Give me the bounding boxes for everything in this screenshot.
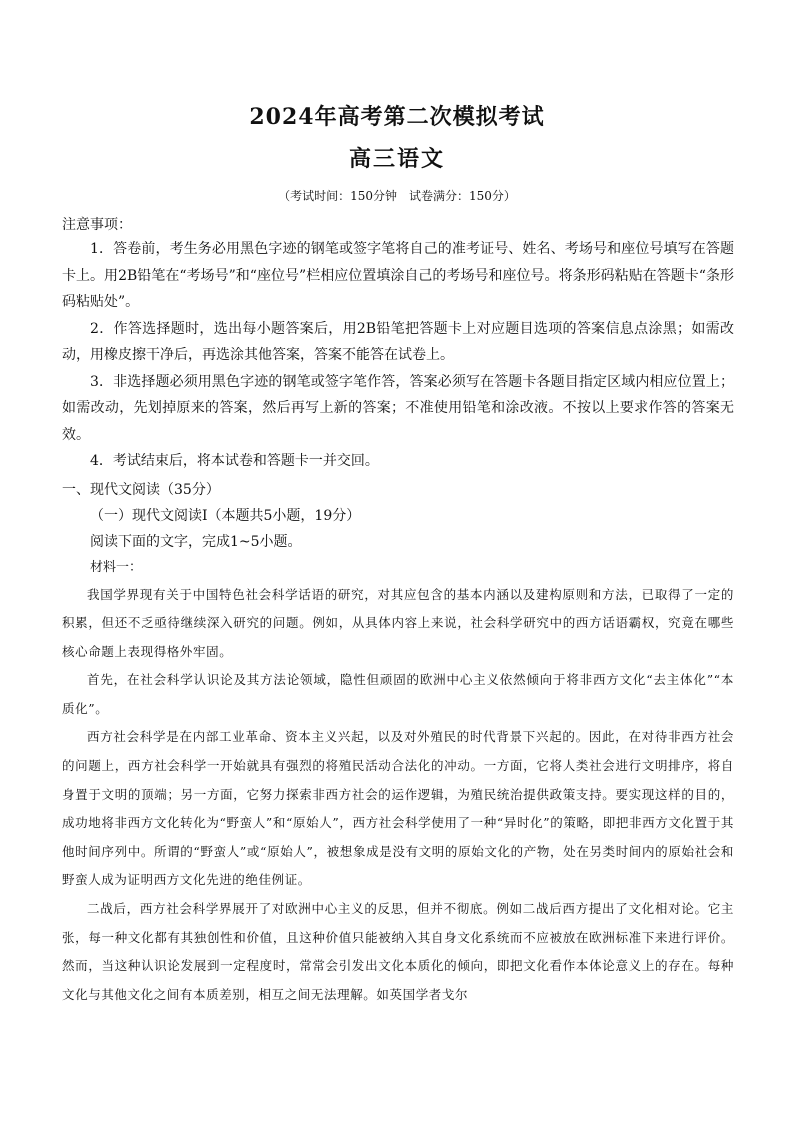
notice-item: 3．非选择题必须用黑色字迹的钢笔或签字笔作答，答案必须写在答题卡各题目指定区域内相应位置上；如需改动，先划掉原来的答案，然后再写上新的答案；不准使用铅笔和涂改液。不按以上要求作答的答案无效。 (62, 373, 734, 443)
notice-item: 4．考试结束后，将本试卷和答题卡一并交回。 (90, 453, 379, 469)
exam-info: （考试时间：150分钟 试卷满分：150分） (278, 189, 516, 203)
notice-item: 1．答卷前，考生务必用黑色字迹的钢笔或签字笔将自己的准考证号、姓名、考场号和座位号填写在答题卡上。用2B铅笔在“考场号”和“座位号”栏相应位置填涂自己的考场号和座位号。将条形码粘贴在答题卡“条形码粘贴处”。 (62, 241, 734, 310)
material-paragraph: 二战后，西方社会科学界展开了对欧洲中心主义的反思，但并不彻底。例如二战后西方提出了文化相对论。它主张，每一种文化都有其独创性和价值，且这种价值只能被纳入其自身文化系统而不应被放在欧洲标准下来进行评价。然而，当这种认识论发展到一定程度时，常常会引发出文化本质化的倾向，即把文化看作本体论意义上的存在。每种文化与其他文化之间有本质差别，相互之间无法理解。如英国学者戈尔 (62, 901, 734, 1002)
notice-item: 2．作答选择题时，选出每小题答案后，用2B铅笔把答题卡上对应题目选项的答案信息点涂黑；如需改动，用橡皮擦干净后，再选涂其他答案，答案不能答在试卷上。 (62, 320, 734, 363)
material-label: 材料一： (90, 559, 143, 575)
reading-instruction: 阅读下面的文字，完成1~5小题。 (90, 533, 302, 550)
material-paragraph: 我国学界现有关于中国特色社会科学话语的研究，对其应包含的基本内涵以及建构原则和方法，已取得了一定的积累，但还不乏亟待继续深入研究的问题。例如，从具体内容上来说，社会科学研究中的西方话语霸权，究竟在哪些核心命题上表现得格外牢固。 (62, 586, 734, 659)
page-title: 2024年高考第二次模拟考试 (249, 104, 545, 130)
notice-heading: 注意事项： (62, 217, 132, 233)
material-paragraph: 西方社会科学是在内部工业革命、资本主义兴起，以及对外殖民的时代背景下兴起的。因此，在对待非西方社会的问题上，西方社会科学一开始就具有强烈的将殖民活动合法化的冲动。一方面，它将人类社会进行文明排序，将自身置于文明的顶端；另一方面，它努力探索非西方社会的运作逻辑，为殖民统治提供政策支持。要实现这样的目的，成功地将非西方文化转化为“野蛮人”和“原始人”，西方社会科学使用了一种“异时化”的策略，即把非西方文化置于其他时间序列中。所谓的“野蛮人”或“原始人”，被想象成是没有文明的原始文化的产物，处在另类时间内的原始社会和野蛮人成为证明西方文化先进的绝佳例证。 (62, 729, 734, 888)
document-body (62, 214, 734, 1009)
subsection-heading: （一）现代文阅读Ⅰ（本题共5小题，19分） (90, 507, 361, 524)
section-heading: 一、现代文阅读（35分） (62, 481, 220, 498)
page-subtitle: 高三语文 (348, 146, 445, 172)
material-paragraph: 首先，在社会科学认识论及其方法论领域，隐性但顽固的欧洲中心主义依然倾向于将非西方文化“去主体化”“本质化”。 (62, 672, 734, 716)
